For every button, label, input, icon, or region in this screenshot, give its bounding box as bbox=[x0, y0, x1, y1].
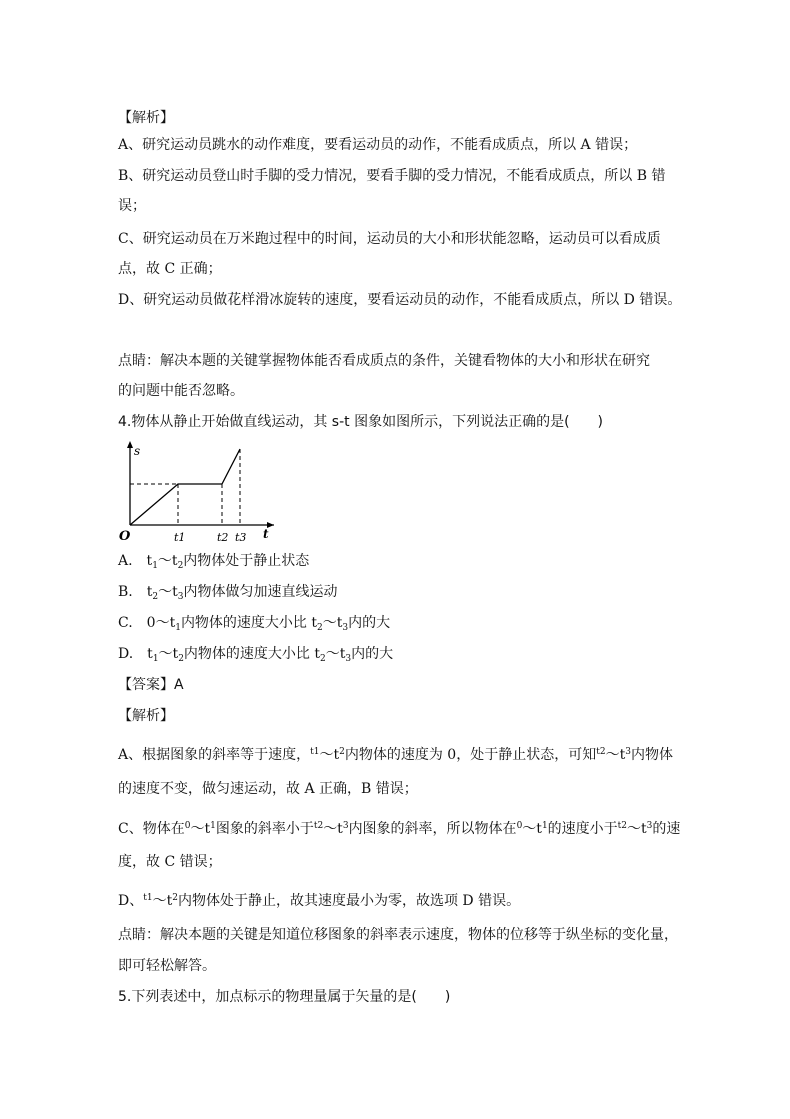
comment-line-1: 点睛：解决本题的关键掌握物体能否看成质点的条件，关键看物体的大小和形状在研究 bbox=[118, 353, 650, 369]
option-d: D. $t_1\sim t_2$内物体的速度大小比 $t_2\sim t_3$内的大 bbox=[118, 646, 394, 664]
analysis2-line-c: C、物体在$^0\sim t^1$图象的斜率小于$^{t2}\sim t^3$内图象的斜率，所以物体在$^0\sim t^1$的速度小于$^{t2}\sim t^3$的速 bbox=[118, 821, 681, 837]
analysis-line-c-cont: 点，故 C 正确； bbox=[118, 261, 222, 277]
analysis-line-b: B、研究运动员登山时手脚的受力情况，要看手脚的受力情况，不能看成质点，所以 B 错 bbox=[118, 168, 666, 184]
comment-line-2: 的问题中能否忽略。 bbox=[118, 383, 244, 399]
question-4-stem: 4.物体从静止开始做直线运动，其 s-t 图象如图所示，下列说法正确的是( ) bbox=[118, 414, 604, 430]
analysis-heading-1: 【解析】 bbox=[118, 110, 174, 126]
tick-label-t1: t1 bbox=[174, 531, 186, 544]
analysis2-line-d: D、$^{t1}\sim t^2$内物体处于静止，故其速度最小为零，故选项 D 错误。 bbox=[118, 893, 521, 909]
analysis2-line-a: A、根据图象的斜率等于速度，$^{t1}\sim t^2$内物体的速度为 0，处于静止状态，可知$^{t2}\sim t^3$内物体 bbox=[118, 747, 673, 763]
analysis-heading-2: 【解析】 bbox=[118, 708, 174, 724]
analysis-line-a: A、研究运动员跳水的动作难度，要看运动员的动作，不能看成质点，所以 A 错误； bbox=[118, 137, 638, 153]
x-axis-label: t bbox=[263, 527, 269, 541]
option-b: B. $t_2\sim t_3$内物体做匀加速直线运动 bbox=[118, 584, 338, 602]
origin-label: O bbox=[119, 529, 131, 544]
option-a: A. $t_1\sim t_2$内物体处于静止状态 bbox=[118, 553, 310, 571]
option-c: C. $0\sim t_1$内物体的速度大小比 $t_2\sim t_3$内的大 bbox=[118, 615, 391, 633]
tick-label-t2: t2 bbox=[217, 531, 229, 544]
s-t-graph bbox=[116, 437, 281, 547]
tick-label-t3: t3 bbox=[235, 531, 247, 544]
analysis2-line-a-cont: 的速度不变，做匀速运动，故 A 正确，B 错误； bbox=[118, 781, 418, 797]
analysis-line-c: C、研究运动员在万米跑过程中的时间，运动员的大小和形状能忽略，运动员可以看成质 bbox=[118, 231, 661, 247]
comment2-line-1: 点睛：解决本题的关键是知道位移图象的斜率表示速度，物体的位移等于纵坐标的变化量， bbox=[118, 927, 678, 943]
analysis-line-d: D、研究运动员做花样滑冰旋转的速度，要看运动员的动作，不能看成质点，所以 D 错误。 bbox=[118, 292, 682, 308]
y-axis-label: s bbox=[134, 444, 141, 458]
answer: 【答案】A bbox=[118, 677, 184, 693]
question-5-stem: 5.下列表述中，加点标示的物理量属于矢量的是( ) bbox=[118, 989, 451, 1005]
analysis2-line-c-cont: 度，故 C 错误； bbox=[118, 854, 222, 870]
analysis-line-b-cont: 误； bbox=[118, 198, 146, 214]
comment2-line-2: 即可轻松解答。 bbox=[118, 958, 216, 974]
